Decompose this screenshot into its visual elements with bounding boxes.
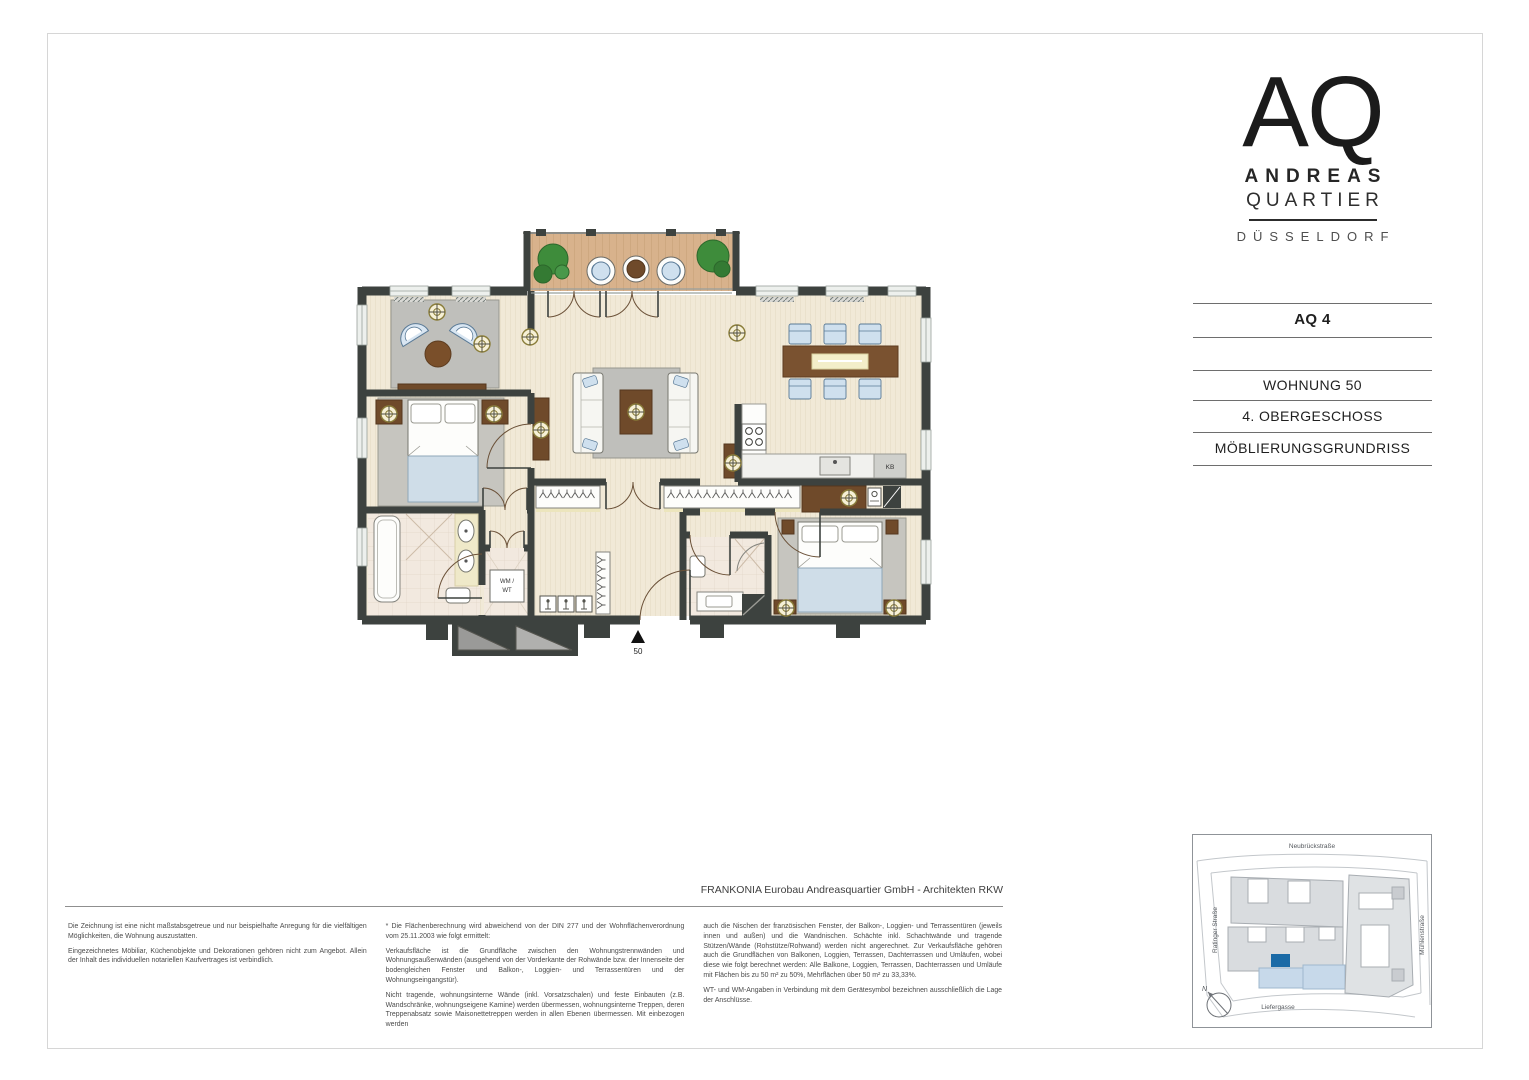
title-divider xyxy=(1193,465,1432,466)
brand-name-line2: QUARTIER xyxy=(1246,190,1384,211)
title-divider xyxy=(1193,370,1432,371)
title-divider xyxy=(1193,303,1432,304)
project-title: AQ 4 xyxy=(1294,311,1331,328)
sofa xyxy=(668,373,698,453)
toilet xyxy=(446,588,470,603)
entrance-marker xyxy=(631,630,645,656)
highlight-wing xyxy=(1303,965,1345,989)
round-table xyxy=(425,341,451,367)
sofa xyxy=(573,373,603,453)
bedroom-2 xyxy=(774,518,906,614)
svg-text:N: N xyxy=(1202,986,1208,993)
divider-rule xyxy=(65,906,1003,907)
brand-name-line1: ANDREAS xyxy=(1244,166,1388,187)
balcony-lounge-chair xyxy=(657,257,685,285)
balcony-lounge-chair xyxy=(587,257,615,285)
unit-title: WOHNUNG 50 xyxy=(1263,377,1362,393)
wardrobe xyxy=(664,486,800,508)
balcony-table xyxy=(623,256,649,282)
street-label-right: Mühlenstraße xyxy=(1419,915,1426,955)
bed xyxy=(408,400,478,502)
plan-type-title: MÖBLIERUNGSGRUNDRISS xyxy=(1214,440,1411,456)
disclaimer-col-1: Die Zeichnung ist eine nicht maßstabsgetreue und nur beispielhafte Anregung für die vielfältigen Möglichkeiten, die Wohnung auszustatten. Eingezeichnetes Möbiliar, Küchenobjekte und Dekorationen gehören nicht zum Angebot. Allein der Inhalt des individuellen notariellen Kaufvertrages ist verbindlich. xyxy=(68,923,367,965)
title-divider xyxy=(1193,337,1432,338)
coat-rack xyxy=(540,596,592,612)
title-divider xyxy=(1193,400,1432,401)
street-label-top: Neubrückstraße xyxy=(1288,843,1336,850)
logo: AQ xyxy=(1242,56,1383,168)
brand-divider xyxy=(1249,219,1377,221)
disclaimer xyxy=(68,922,1002,1035)
disclaimer-col-3: auch die Nischen der französischen Fenster, der Balkon-, Loggien- und Terrassentüren (jeweils innen und außen) und die Wandnischen. Schächte inkl. Schachtwände und tragende Stützen/Wände (Rohstütze/Rohwand) werden nicht angerechnet. Zur Verkaufsfläche gehören auch die Grundflächen von Balkonen, Loggien, Terrassen, Dachterrassen und Umläufen, wobei diese wie folgt berechnet werden: Alle Balkone, Loggien, Terrassen, Dachterrassen und Umläufe mit Flächen bis zu 50 m² zu 50%, Mehrflächen über 50 m² zu 33,33%. WT- und WM-Angaben in Verbindung mit dem Gerätesymbol bezeichnen ausschließlich die Lage der Anschlüsse. xyxy=(703,923,1003,1004)
street-label-left: Ratinger Straße xyxy=(1212,907,1219,953)
brand-city: DÜSSELDORF xyxy=(1236,229,1396,244)
sink xyxy=(820,457,850,475)
dining-area xyxy=(783,324,898,399)
kb-label: KB xyxy=(885,464,895,471)
title-divider xyxy=(1193,432,1432,433)
bed xyxy=(798,522,882,612)
svg-text:WM /: WM / xyxy=(500,579,514,585)
floor-title: 4. OBERGESCHOSS xyxy=(1242,408,1383,424)
street-label-bottom: Liefergasse xyxy=(1261,1004,1295,1011)
entrance-number: 50 xyxy=(633,647,643,656)
disclaimer-col-2: * Die Flächenberechnung wird abweichend von der DIN 277 und der Wohnflächenverordnung vom 25.11.2003 wie folgt ermittelt: Verkaufsfläche ist die Grundfläche zwischen den Wohnungstrennwänden und Wohnungsaußenwänden (ausgehend von der Vorderkante der Rohwände bzw. der Innenseite der bodengleichen Fenster und Balkon-, Loggien- und Terrassentüren und der Wohnungseingangstür). Nicht tragende, wohnungsinterne Wände (inkl. Vorsatzschalen) und feste Einbauten (z.B. Wandschränke, wohnungseigene Kamine) werden übermessen, wohnungsinterne Treppen, deren Treppenabsatz sowie Maisonettetreppen werden in allen Ebenen übermessen. Mit einbezogen werden xyxy=(385,923,685,1029)
floorplan-drawing xyxy=(350,218,945,670)
site-map xyxy=(1192,834,1432,1028)
nightstand xyxy=(886,520,898,534)
hob-icon xyxy=(742,424,766,450)
credit-line: FRANKONIA Eurobau Andreasquartier GmbH - Architekten RKW xyxy=(700,884,1003,896)
nightstand xyxy=(782,520,794,534)
svg-text:WT: WT xyxy=(502,588,512,594)
highlighted-building xyxy=(1271,954,1290,967)
washer-icon xyxy=(490,570,524,602)
brand-block xyxy=(1193,56,1432,244)
